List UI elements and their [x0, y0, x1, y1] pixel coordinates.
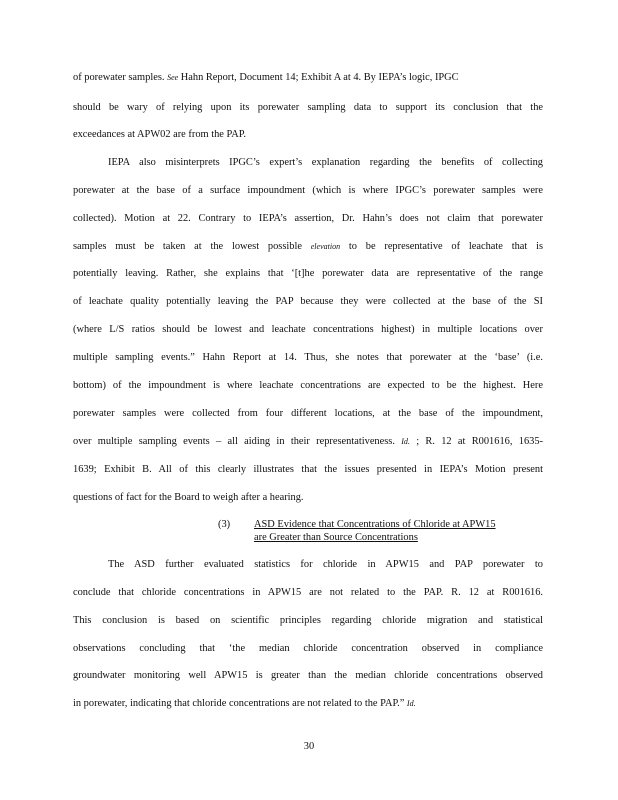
heading-line-2: are Greater than Source Concentrations	[254, 532, 418, 543]
text-line: porewater samples were collected from four different locations, at the base of the impoundment,	[73, 408, 543, 419]
section-heading	[218, 518, 548, 544]
text-line: porewater at the base of a surface impoundment (which is where IPGC’s porewater samples were	[73, 185, 543, 196]
text-line: This conclusion is based on scientific principles regarding chloride migration and statistical	[73, 615, 543, 626]
text-line: groundwater monitoring well APW15 is greater than the median chloride concentrations observed	[73, 670, 543, 681]
text-line: collected). Motion at 22. Contrary to IEPA’s assertion, Dr. Hahn’s does not claim that porewater	[73, 213, 543, 224]
text-line: should be wary of relying upon its porewater sampling data to support its conclusion that the	[73, 102, 543, 113]
text-line: of leachate quality potentially leaving the PAP because they were collected at the base of the SI	[73, 296, 543, 307]
heading-line-1: ASD Evidence that Concentrations of Chloride at APW15	[254, 519, 496, 530]
text-line: potentially leaving. Rather, she explains that ‘[t]he porewater data are representative of the range	[73, 268, 543, 279]
text-line: IEPA also misinterprets IPGC’s expert’s explanation regarding the benefits of collecting	[108, 157, 543, 168]
text-line: (where L/S ratios should be lowest and leachate concentrations highest) in multiple locations over	[73, 324, 543, 335]
text-line: samples must be taken at the lowest possible elevation to be representative of leachate that is	[73, 241, 544, 252]
heading-number: (3)	[218, 519, 231, 530]
text-line: of porewater samples. See Hahn Report, Document 14; Exhibit A at 4. By IEPA’s logic, IPGC	[73, 72, 459, 83]
text-line: observations concluding that ‘the median chloride concentration observed in compliance	[73, 643, 543, 654]
text-line: multiple sampling events.” Hahn Report at 14. Thus, she notes that porewater at the ‘base’ (i.e.	[73, 352, 543, 363]
page-number: 30	[303, 741, 315, 752]
text-line: 1639; Exhibit B. All of this clearly illustrates that the issues presented in IEPA’s Motion present	[73, 464, 543, 475]
text-line: over multiple sampling events – all aiding in their representativeness. Id. ; R. 12 at R001616, 1635-	[73, 436, 543, 447]
text-line: questions of fact for the Board to weigh after a hearing.	[73, 492, 304, 503]
text-line: exceedances at APW02 are from the PAP.	[73, 129, 247, 140]
text-line: in porewater, indicating that chloride concentrations are not related to the PAP.” Id.	[73, 698, 416, 709]
text-line: The ASD further evaluated statistics for chloride in APW15 and PAP porewater to	[108, 559, 543, 570]
text-line: bottom) of the impoundment is where leachate concentrations are expected to be the highest. Here	[73, 380, 543, 391]
text-line: conclude that chloride concentrations in APW15 are not related to the PAP. R. 12 at R001616.	[73, 587, 543, 598]
